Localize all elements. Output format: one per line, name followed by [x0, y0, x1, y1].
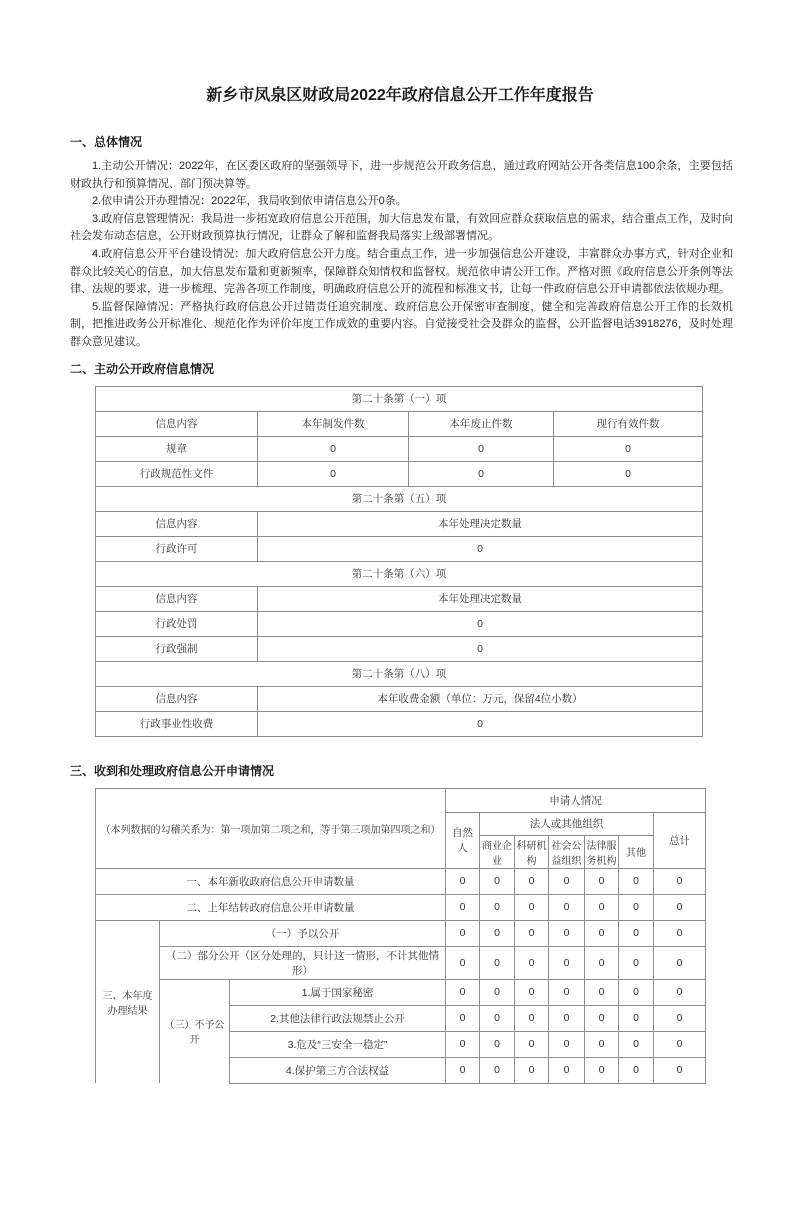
value-cell: 0 [585, 894, 619, 920]
value-cell: 0 [654, 868, 706, 894]
value-cell: 0 [446, 1057, 480, 1083]
value-cell: 0 [619, 920, 654, 946]
org-type-header: 商业企业 [480, 835, 515, 868]
paragraph-proactive-disclosure: 1.主动公开情况：2022年，在区委区政府的坚强领导下，进一步规范公开政务信息，通过政府网站公开各类信息100余条，主要包括财政执行和预算情况、部门预决算等。 [70, 160, 733, 190]
value-cell: 0 [619, 868, 654, 894]
table-row [96, 611, 703, 636]
value-cell: 0 [585, 946, 619, 979]
column-header-cell: 本年废止件数 [409, 411, 554, 436]
value-cell: 0 [258, 611, 703, 636]
section-overview-heading: 一、总体情况 [70, 135, 143, 149]
article-title-cell: 第二十条第（五）项 [96, 486, 703, 511]
table-row [96, 386, 703, 411]
row-label-cell: 二、上年结转政府信息公开申请数量 [96, 894, 446, 920]
table-row [96, 711, 703, 736]
value-cell: 0 [549, 1057, 585, 1083]
value-cell: 0 [515, 868, 549, 894]
value-cell: 0 [549, 979, 585, 1005]
article-title-cell: 第二十条第（六）项 [96, 561, 703, 586]
report-page [0, 86, 800, 1217]
org-type-header: 科研机构 [515, 835, 549, 868]
section-requests-heading: 三、收到和处理政府信息公开申请情况 [70, 763, 275, 778]
column-header-cell: 本年处理决定数量 [258, 511, 703, 536]
value-cell: 0 [619, 1005, 654, 1031]
table-row [96, 561, 703, 586]
value-cell: 0 [480, 1031, 515, 1057]
value-cell: 0 [515, 1031, 549, 1057]
value-cell: 0 [654, 894, 706, 920]
value-cell: 0 [480, 979, 515, 1005]
table-row [96, 979, 706, 1005]
row-label-cell: （二）部分公开（区分处理的，只计这一情形，不计其他情形） [160, 946, 446, 979]
value-cell: 0 [585, 1057, 619, 1083]
value-cell: 0 [554, 436, 703, 461]
row-label-cell: 4.保护第三方合法权益 [230, 1057, 446, 1083]
paragraph-request-handling: 2.依申请公开办理情况：2022年，我局收到依申请信息公开0条。 [92, 195, 407, 208]
value-cell: 0 [258, 461, 409, 486]
row-label-cell: 2.其他法律行政法规禁止公开 [230, 1005, 446, 1031]
value-cell: 0 [585, 1005, 619, 1031]
value-cell: 0 [654, 1031, 706, 1057]
value-cell: 0 [446, 868, 480, 894]
table-row [96, 436, 703, 461]
table-row [96, 586, 703, 611]
row-label-cell: 行政许可 [96, 536, 258, 561]
value-cell: 0 [654, 920, 706, 946]
value-cell: 0 [480, 1057, 515, 1083]
column-header-cell: 现行有效件数 [554, 411, 703, 436]
natural-person-header: 自然人 [446, 812, 480, 868]
org-type-header: 法律服务机构 [585, 835, 619, 868]
value-cell: 0 [654, 946, 706, 979]
value-cell: 0 [515, 1005, 549, 1031]
table-row [96, 636, 703, 661]
paragraph-platform-construction: 4.政府信息公开平台建设情况：加大政府信息公开力度。结合重点工作，进一步加强信息公开建设，丰富群众办事方式，针对企业和群众比较关心的信息，加大信息发布量和更新频率，保障群众知情权和监督权。规范依申请公开工作。严格对照《政府信息公开条例等法律、法规的要求，进一步梳理、完善各项工作制度，明确政府信息公开的流程和标准文书，让每一件政府信息公开申请都依法依规办理。 [70, 247, 733, 296]
value-cell: 0 [549, 1031, 585, 1057]
value-cell: 0 [480, 894, 515, 920]
row-label-cell: 行政强制 [96, 636, 258, 661]
value-cell: 0 [549, 946, 585, 979]
column-header-cell: 信息内容 [96, 686, 258, 711]
table-row [96, 661, 703, 686]
row-label-cell: （一）予以公开 [160, 920, 446, 946]
value-cell: 0 [549, 1005, 585, 1031]
value-cell: 0 [515, 1057, 549, 1083]
column-header-cell: 信息内容 [96, 411, 258, 436]
table-row [96, 686, 703, 711]
value-cell: 0 [515, 946, 549, 979]
row-label-cell: 行政规范性文件 [96, 461, 258, 486]
value-cell: 0 [258, 636, 703, 661]
value-cell: 0 [585, 979, 619, 1005]
value-cell: 0 [619, 1031, 654, 1057]
row-label-cell: 行政事业性收费 [96, 711, 258, 736]
table-row [96, 946, 706, 979]
value-cell: 0 [619, 1057, 654, 1083]
row-label-cell: 规章 [96, 436, 258, 461]
value-cell: 0 [258, 436, 409, 461]
value-cell: 0 [480, 946, 515, 979]
table-row [96, 536, 703, 561]
value-cell: 0 [654, 1005, 706, 1031]
table-row [96, 461, 703, 486]
table-row [96, 868, 706, 894]
applicant-status-header: 申请人情况 [446, 788, 706, 812]
legal-org-header: 法人或其他组织 [480, 812, 654, 835]
table-row [96, 411, 703, 436]
value-cell: 0 [515, 894, 549, 920]
row-label-cell: 3.危及“三安全一稳定” [230, 1031, 446, 1057]
result-group-label-cell: 三、本年度办理结果 [96, 920, 160, 1083]
value-cell: 0 [585, 920, 619, 946]
value-cell: 0 [549, 894, 585, 920]
corner-note-cell: （本列数据的勾稽关系为：第一项加第二项之和，等于第三项加第四项之和） [96, 788, 446, 868]
value-cell: 0 [554, 461, 703, 486]
org-type-header: 其他 [619, 835, 654, 868]
value-cell: 0 [480, 868, 515, 894]
row-label-cell: 行政处罚 [96, 611, 258, 636]
value-cell: 0 [585, 868, 619, 894]
value-cell: 0 [480, 920, 515, 946]
table-row [96, 511, 703, 536]
column-header-cell: 本年收费金额（单位：万元，保留4位小数） [258, 686, 703, 711]
value-cell: 0 [619, 894, 654, 920]
value-cell: 0 [446, 946, 480, 979]
overview-paragraphs [70, 158, 733, 352]
total-header: 总计 [654, 812, 706, 868]
requests-table [95, 788, 706, 1084]
value-cell: 0 [446, 920, 480, 946]
value-cell: 0 [619, 979, 654, 1005]
row-label-cell: 1.属于国家秘密 [230, 979, 446, 1005]
article-title-cell: 第二十条第（八）项 [96, 661, 703, 686]
table-row [96, 788, 706, 812]
value-cell: 0 [446, 979, 480, 1005]
value-cell: 0 [654, 979, 706, 1005]
table-row [96, 894, 706, 920]
article-title-cell: 第二十条第（一）项 [96, 386, 703, 411]
section-proactive-heading: 二、主动公开政府信息情况 [70, 361, 215, 376]
value-cell: 0 [654, 1057, 706, 1083]
value-cell: 0 [446, 894, 480, 920]
column-header-cell: 信息内容 [96, 511, 258, 536]
not-disclosed-label-cell: （三）不予公开 [160, 979, 230, 1083]
column-header-cell: 本年制发件数 [258, 411, 409, 436]
column-header-cell: 本年处理决定数量 [258, 586, 703, 611]
doc-title: 新乡市凤泉区财政局2022年政府信息公开工作年度报告 [206, 87, 594, 104]
value-cell: 0 [549, 920, 585, 946]
value-cell: 0 [446, 1005, 480, 1031]
value-cell: 0 [585, 1031, 619, 1057]
org-type-header: 社会公益组织 [549, 835, 585, 868]
table-row [96, 920, 706, 946]
paragraph-supervision: 5.监督保障情况：严格执行政府信息公开过错责任追究制度、政府信息公开保密审查制度，健全和完善政府信息公开工作的长效机制，把推进政务公开标准化、规范化作为评价年度工作成效的重要内容。自觉接受社会及群众的监督，公开监督电话3918276，及时处理群众意见建议。 [70, 300, 733, 348]
value-cell: 0 [258, 536, 703, 561]
table-row [96, 486, 703, 511]
value-cell: 0 [446, 1031, 480, 1057]
row-label-cell: 一、本年新收政府信息公开申请数量 [96, 868, 446, 894]
value-cell: 0 [515, 979, 549, 1005]
column-header-cell: 信息内容 [96, 586, 258, 611]
paragraph-info-management: 3.政府信息管理情况：我局进一步拓宽政府信息公开范围，加大信息发布量，有效回应群众获取信息的需求，结合重点工作，及时向社会发布动态信息，公开财政预算执行情况，让群众了解和监督我局落实上级部署情况。 [70, 212, 733, 243]
value-cell: 0 [258, 711, 703, 736]
value-cell: 0 [480, 1005, 515, 1031]
value-cell: 0 [409, 461, 554, 486]
value-cell: 0 [515, 920, 549, 946]
proactive-disclosure-table [95, 386, 703, 737]
value-cell: 0 [619, 946, 654, 979]
value-cell: 0 [409, 436, 554, 461]
value-cell: 0 [549, 868, 585, 894]
